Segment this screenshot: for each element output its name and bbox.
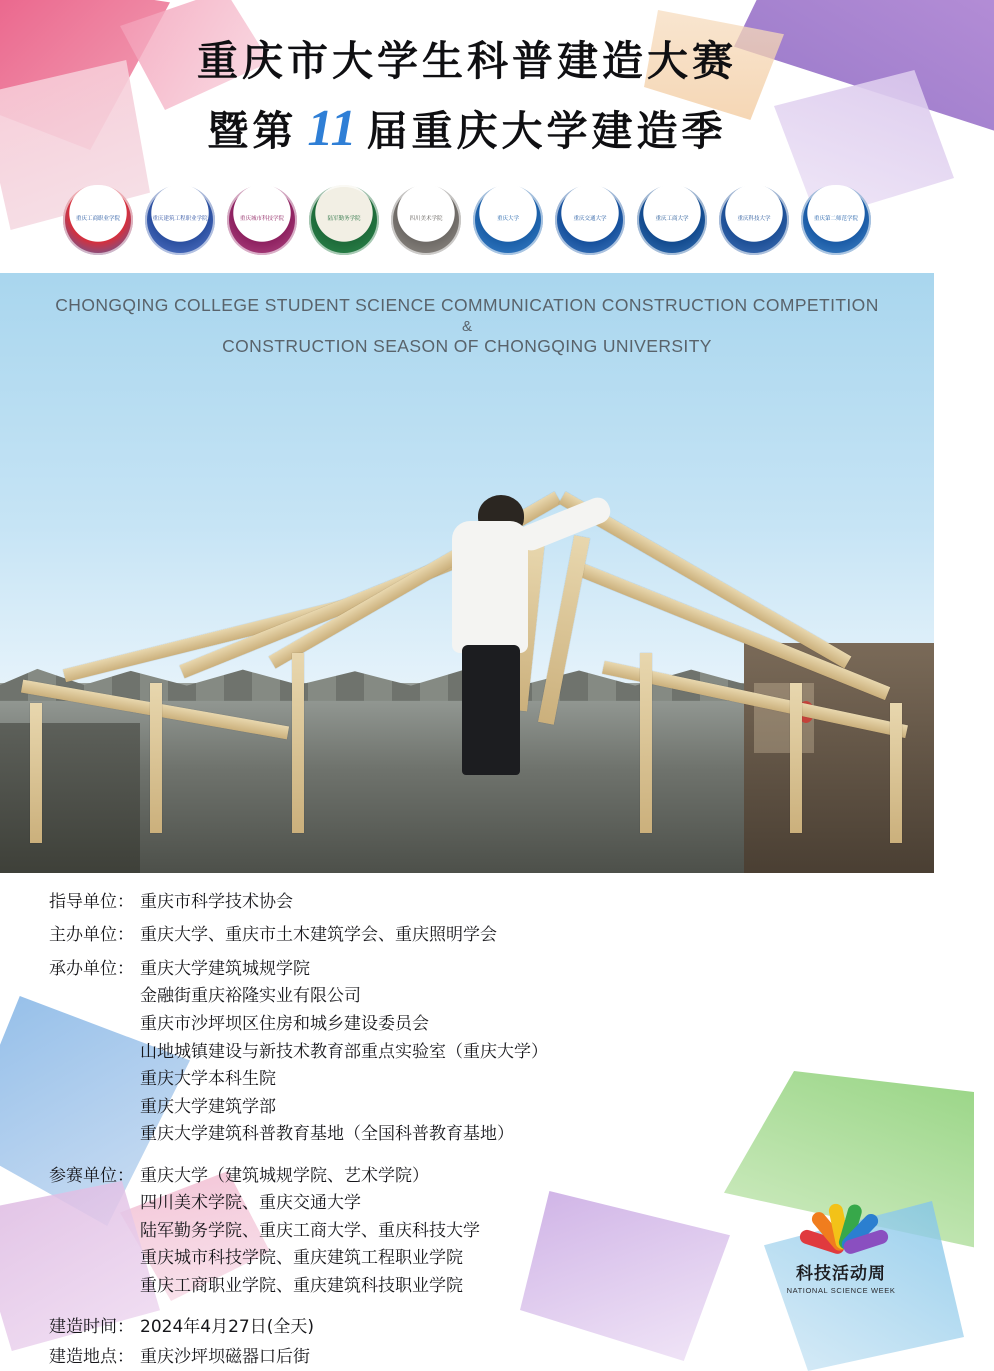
info-value-participants-2: 陆军勤务学院、重庆工商大学、重庆科技大学 bbox=[140, 1220, 480, 1241]
info-value-participants-3: 重庆城市科技学院、重庆建筑工程职业学院 bbox=[140, 1248, 463, 1269]
info-label-organizer: 承办单位： bbox=[49, 958, 134, 979]
english-ampersand: & bbox=[461, 317, 472, 335]
info-label-host: 主办单位： bbox=[49, 925, 134, 946]
info-value-organizer-3: 山地城镇建设与新技术教育部重点实验室（重庆大学） bbox=[140, 1041, 548, 1062]
hero-photo bbox=[0, 273, 934, 873]
logo-icon-5 bbox=[473, 185, 543, 255]
info-value-guidance bbox=[140, 889, 934, 917]
info-value-participants-1: 四川美术学院、重庆交通大学 bbox=[140, 1193, 361, 1214]
info-label-location: 建造地点： bbox=[49, 1346, 134, 1367]
english-line-2: CONSTRUCTION SEASON OF CHONGQING UNIVERSITY bbox=[222, 335, 712, 356]
info-row-date bbox=[0, 1314, 934, 1342]
logo-icon-7 bbox=[637, 185, 707, 255]
logo-icon-2 bbox=[227, 185, 297, 255]
wood-post-left-1 bbox=[30, 703, 42, 843]
info-value-participants-4: 重庆工商职业学院、重庆建筑科技职业学院 bbox=[140, 1275, 463, 1296]
english-subtitle-block bbox=[0, 295, 934, 357]
info-row-location bbox=[0, 1344, 934, 1371]
info-value-organizer-5: 重庆大学建筑学部 bbox=[140, 1096, 276, 1117]
logo-label-6: 重庆交通大学 bbox=[573, 215, 607, 223]
info-label-guidance: 指导单位： bbox=[49, 891, 134, 912]
logo-label-2: 重庆城市科技学院 bbox=[239, 215, 285, 223]
logo-label-4: 四川美术学院 bbox=[409, 215, 443, 223]
logo-icon-3 bbox=[309, 185, 379, 255]
info-value-location: 重庆沙坪坝磁器口后街 bbox=[140, 1346, 310, 1367]
logo-label-7: 重庆工商大学 bbox=[655, 215, 689, 223]
badge-title-en: NATIONAL SCIENCE WEEK bbox=[786, 1286, 896, 1295]
info-row-guidance bbox=[0, 889, 934, 917]
title-line-2-suffix: 届重庆大学建造季 bbox=[366, 107, 727, 156]
national-science-week-badge bbox=[782, 1185, 900, 1295]
logo-label-9: 重庆第二师范学院 bbox=[813, 215, 859, 223]
worker-legs bbox=[462, 645, 520, 775]
info-value-organizer-1: 金融街重庆裕隆实业有限公司 bbox=[140, 986, 361, 1007]
english-line-1: CHONGQING COLLEGE STUDENT SCIENCE COMMUNICATION CONSTRUCTION COMPETITION bbox=[55, 294, 879, 315]
logo-label-8: 重庆科技大学 bbox=[737, 215, 771, 223]
wood-post-right-3 bbox=[890, 703, 902, 843]
logo-icon-9 bbox=[801, 185, 871, 255]
info-value-host-0: 重庆大学、重庆市土木建筑学会、重庆照明学会 bbox=[140, 925, 497, 946]
logo-label-0: 重庆工商职业学院 bbox=[75, 215, 121, 223]
info-value-date: 2024年4月27日(全天) bbox=[140, 1317, 314, 1338]
info-value-organizer-2: 重庆市沙坪坝区住房和城乡建设委员会 bbox=[140, 1013, 429, 1034]
info-label-date: 建造时间： bbox=[49, 1317, 134, 1338]
logo-label-3: 陆军勤务学院 bbox=[327, 215, 361, 223]
university-logo-row bbox=[0, 185, 934, 255]
logo-label-5: 重庆大学 bbox=[496, 215, 520, 223]
event-detail-block bbox=[0, 1314, 934, 1371]
logo-icon-0 bbox=[63, 185, 133, 255]
wood-post-right-2 bbox=[790, 683, 802, 833]
info-label-participants: 参赛单位： bbox=[49, 1165, 134, 1186]
title-line-1: 重庆市大学生科普建造大赛 bbox=[197, 37, 737, 85]
badge-title-cn: 科技活动周 bbox=[796, 1264, 886, 1284]
wood-post-right-1 bbox=[640, 653, 652, 833]
wood-post-left-3 bbox=[292, 653, 304, 833]
logo-icon-4 bbox=[391, 185, 461, 255]
worker-torso bbox=[452, 521, 528, 653]
wood-post-left-2 bbox=[150, 683, 162, 833]
info-row-organizer bbox=[0, 956, 934, 1149]
info-value-organizer-6: 重庆大学建筑科普教育基地（全国科普教育基地） bbox=[140, 1124, 514, 1145]
logo-icon-1 bbox=[145, 185, 215, 255]
info-value-participants-0: 重庆大学（建筑城规学院、艺术学院） bbox=[140, 1165, 429, 1186]
info-value-organizer bbox=[140, 956, 934, 1149]
info-value-guidance-0: 重庆市科学技术协会 bbox=[140, 891, 293, 912]
logo-icon-6 bbox=[555, 185, 625, 255]
logo-icon-8 bbox=[719, 185, 789, 255]
info-value-host bbox=[140, 922, 934, 950]
info-value-organizer-4: 重庆大学本科生院 bbox=[140, 1069, 276, 1090]
poster-title-block bbox=[0, 0, 934, 163]
organizer-info-block bbox=[0, 873, 934, 1371]
title-line-2-prefix: 暨第 bbox=[207, 107, 298, 156]
title-line-2 bbox=[0, 95, 934, 163]
logo-label-1: 重庆建筑工程职业学院 bbox=[152, 215, 208, 223]
photo-building-left bbox=[0, 723, 140, 873]
info-row-host bbox=[0, 922, 934, 950]
science-week-star-icon bbox=[795, 1185, 887, 1257]
edition-number: 11 bbox=[307, 100, 357, 158]
info-value-organizer-0: 重庆大学建筑城规学院 bbox=[140, 958, 310, 979]
